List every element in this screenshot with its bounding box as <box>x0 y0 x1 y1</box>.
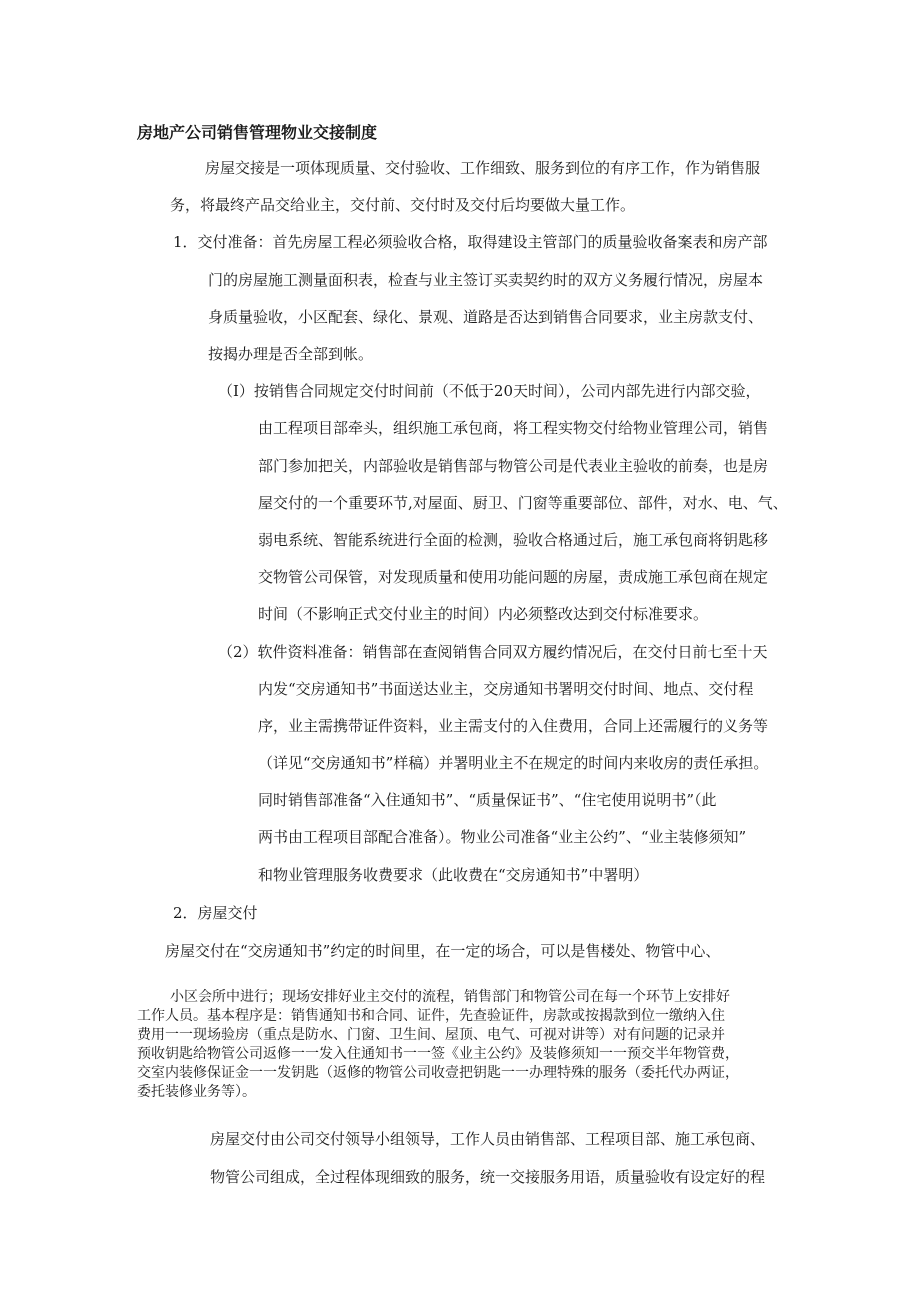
item1-line: 屋交付的一个重要环节,对屋面、厨卫、门窗等重要部位、部件，对水、电、气、 <box>258 494 788 512</box>
section1-line: 门的房屋施工测量面积表，检查与业主签订买卖契约时的双方义务履行情况，房屋本 <box>208 271 764 289</box>
closing-line: 房屋交付由公司交付领导小组领导，工作人员由销售部、工程项目部、施工承包商、 <box>210 1130 766 1148</box>
intro-line: 房屋交接是一项体现质量、交付验收、工作细致、服务到位的有序工作，作为销售服 <box>205 159 761 177</box>
section2-line: 房屋交付在“交房通知书”约定的时间里，在一定的场合，可以是售楼处、物管中心、 <box>165 942 721 960</box>
section2-dense-line: 交室内装修保证金一一发钥匙（返修的物管公司收壹把钥匙一一办理特殊的服务（委托代办两证， <box>137 1065 739 1081</box>
section2-heading: 2．房屋交付 <box>173 904 258 922</box>
document-title: 房地产公司销售管理物业交接制度 <box>137 123 378 142</box>
item2-line: （详见“交房通知书”样稿）并署明业主不在规定的时间内来收房的责任承担。 <box>258 754 769 772</box>
section2-dense-line: 小区会所中进行；现场安排好业主交付的流程，销售部门和物管公司在每一个环节上安排好 <box>170 989 730 1005</box>
item1-line: 时间（不影响正式交付业主的时间）内必须整改达到交付标准要求。 <box>258 605 709 623</box>
section2-dense-line: 委托装修业务等）。 <box>137 1084 256 1100</box>
section2-dense-line: 费用一一现场验房（重点是防水、门窗、卫生间、屋顶、电气、可视对讲等）对有问题的记录并 <box>137 1027 725 1043</box>
item1-line: （I）按销售合同规定交付时间前（不低于20天时间），公司内部先进行内部交验， <box>218 382 761 400</box>
section1-line: 1．交付准备：首先房屋工程必须验收合格，取得建设主管部门的质量验收备案表和房产部 <box>173 233 768 251</box>
closing-line: 物管公司组成，全过程体现细致的服务，统一交接服务用语，质量验收有设定好的程 <box>210 1168 766 1186</box>
item2-line: 和物业管理服务收费要求（此收费在“交房通知书”中署明） <box>258 866 649 884</box>
item2-line: 序，业主需携带证件资料，业主需支付的入住费用，合同上还需履行的义务等 <box>258 717 769 735</box>
section2-dense-line: 工作人员。基本程序是：销售通知书和合同、证件，先查验证件，房款或按揭款到位一缴纳入住 <box>137 1008 725 1024</box>
section2-dense-line: 预收钥匙给物管公司返修一一发入住通知书一一签《业主公约》及装修须知一一预交半年物管费， <box>137 1046 739 1062</box>
section1-line: 身质量验收，小区配套、绿化、景观、道路是否达到销售合同要求，业主房款支付、 <box>208 308 764 326</box>
item1-line: 交物管公司保管，对发现质量和使用功能问题的房屋，责成施工承包商在规定 <box>258 568 769 586</box>
section1-line: 按揭办理是否全部到帐。 <box>208 345 374 363</box>
item2-line: （2）软件资料准备：销售部在查阅销售合同双方履约情况后，在交付日前七至十天 <box>218 643 768 661</box>
item1-line: 由工程项目部牵头，组织施工承包商，将工程实物交付给物业管理公司，销售 <box>258 419 769 437</box>
item1-line: 弱电系统、智能系统进行全面的检测，验收合格通过后，施工承包商将钥匙移 <box>258 531 769 549</box>
item1-line: 部门参加把关，内部验收是销售部与物管公司是代表业主验收的前奏，也是房 <box>258 457 769 475</box>
item2-line: 两书由工程项目部配合准备）。物业公司准备“业主公约”、“业主装修须知” <box>258 828 747 846</box>
intro-line: 务，将最终产品交给业主，交付前、交付时及交付后均要做大量工作。 <box>170 196 636 214</box>
item2-line: 同时销售部准备“入住通知书”、“质量保证书”、“住宅使用说明书”（此 <box>258 791 717 809</box>
item2-line: 内发“交房通知书”书面送达业主，交房通知书署明交付时间、地点、交付程 <box>258 680 754 698</box>
